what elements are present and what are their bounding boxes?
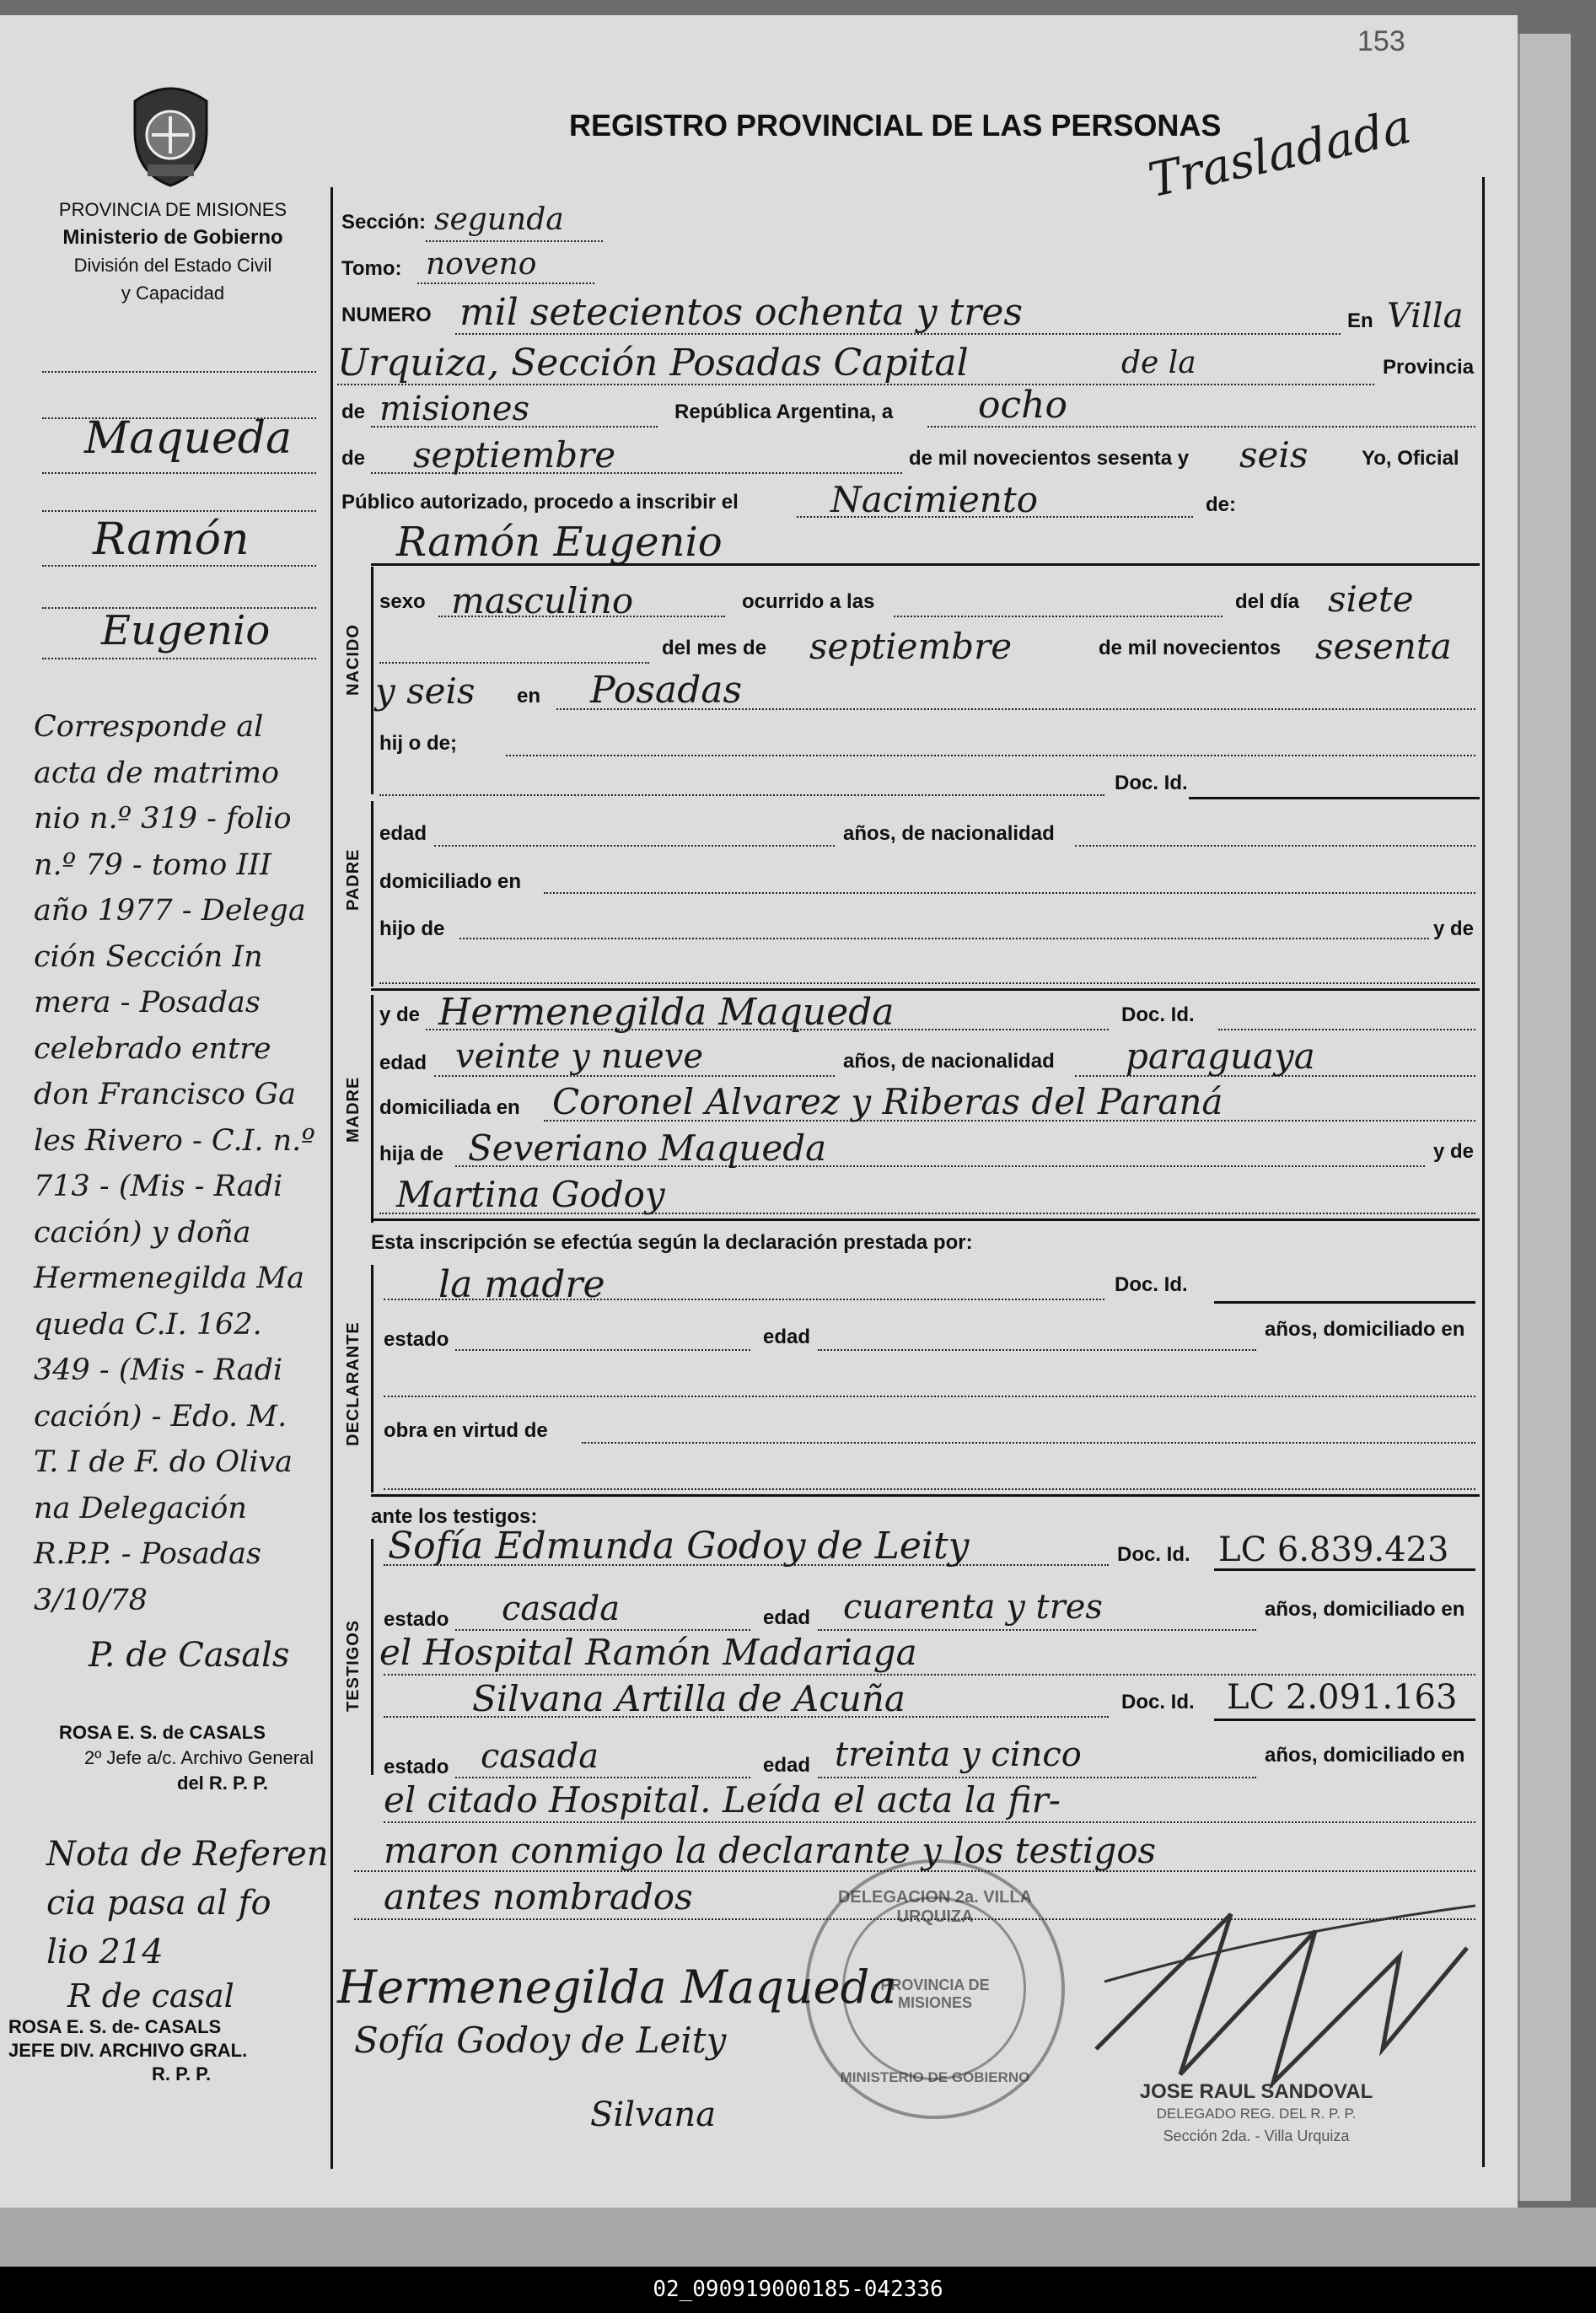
official-signature [1079,1880,1484,2100]
official-stamp-name: JOSE RAUL SANDOVAL [1139,2080,1373,2103]
form-right-border [1482,177,1485,2167]
numero-label: NUMERO [341,304,432,326]
nacido-bracket [371,567,373,794]
madre-doc-line [1218,1029,1475,1030]
nacido-section-label: NACIDO [344,624,363,696]
nacido-doc-label: Doc. Id. [1115,772,1188,794]
testigo1-nombre: Sofía Edmunda Godoy de Leity [388,1525,970,1568]
testigo2-domicilio-line [384,1821,1475,1823]
margin-note-2-line: Nota de Referen [46,1835,329,1874]
provincia-label: Provincia [1383,356,1475,379]
madre-domicilio-value: Coronel Alvarez y Riberas del Paraná [552,1081,1223,1122]
testigo1-estado-value: casada [502,1590,621,1628]
dia-value: ocho [978,384,1067,427]
margin-stamp-1-line: 2º Jefe a/c. Archivo General [84,1747,314,1768]
sexo-line [438,616,725,617]
declarante-estado-label: estado [384,1328,449,1351]
mes-line [371,472,902,474]
padre-section-label: PADRE [344,848,363,911]
testigo1-dom-label: años, domiciliado en [1265,1598,1465,1621]
margin-line [42,658,316,659]
margin-note-line: ción Sección In [34,939,263,974]
testigo1-doc-value: LC 6.839.423 [1218,1530,1449,1569]
madre-domicilio-line [544,1120,1475,1122]
margin-line [42,565,316,567]
sexo-value: masculino [451,580,634,621]
margin-note-line: T. I de F. do Oliva [34,1445,293,1479]
margin-note-line: 3/10/78 [34,1583,148,1617]
margin-note-line: acta de matrimo [34,756,280,790]
margin-note-line: año 1977 - Delega [34,894,306,928]
margin-note-line: cación) y doña [34,1215,251,1250]
padre-edad-label: edad [379,822,427,845]
testigo2-estado-value: casada [481,1737,599,1776]
padre-hijo-label: hijo de [379,917,445,940]
declarante-obra-label: obra en virtud de [384,1419,548,1442]
margin-note-2-line: cia pasa al fo [46,1884,271,1923]
declarante-edad-label: edad [763,1326,811,1348]
madre-bracket [371,995,373,1223]
madre-padre-value: Severiano Maqueda [468,1127,827,1169]
testigos-bracket [371,1539,373,1775]
declarante-bracket [371,1265,373,1493]
margin-stamp-1-line: ROSA E. S. de CASALS [59,1722,266,1743]
testigos-intro: ante los testigos: [371,1505,538,1528]
margin-note-line: don Francisco Ga [34,1078,296,1111]
testigo1-edad-label: edad [763,1606,811,1629]
nacido-anio-value-2: y seis [375,670,476,712]
de-la-text: de la [1121,346,1196,380]
provincia-line [371,426,658,428]
round-seal-bottom: MINISTERIO DE GOBIERNO [840,2069,1030,2085]
testigo1-estado-label: estado [384,1608,449,1631]
padre-y-de: y de [1433,917,1475,940]
margin-note-line: na Delegación [34,1491,247,1525]
letterhead-ministry: Ministerio de Gobierno [62,226,283,249]
declarante-doc-label: Doc. Id. [1115,1273,1188,1296]
declarante-bottom-rule [371,1494,1480,1497]
closing-line-1: maron conmigo la declarante y los testigos [384,1830,1157,1871]
testigo1-edad-line [818,1629,1256,1631]
madre-hija-label: hija de [379,1143,444,1165]
testigo2-edad-line [818,1777,1256,1778]
madre-nac-line [1075,1075,1475,1077]
page-number: 153 [1357,25,1405,57]
oficial-label: Yo, Oficial [1362,447,1459,470]
trasladada-annotation: Trasladada [1143,99,1416,209]
signature-scribble-icon [1079,1880,1484,2100]
margin-name2: Eugenio [101,607,271,654]
seccion-line [426,240,603,242]
official-stamp [1096,2081,1416,2147]
nombre-inscripto: Ramón Eugenio [396,519,723,566]
testigo2-edad-label: edad [763,1754,811,1777]
letterhead-capacity: y Capacidad [121,282,225,304]
testigo2-estado-line [455,1777,750,1778]
margin-note-line: Hermenegilda Ma [34,1261,305,1295]
provincial-emblem [122,80,219,190]
nacido-doc-line [379,794,1104,796]
madre-nombre-line [426,1029,1109,1030]
testigo2-doc-value: LC 2.091.163 [1227,1678,1458,1717]
dia-line [927,426,1475,428]
official-stamp-section: Sección 2da. - Villa Urquiza [1163,2127,1350,2144]
place-line: Urquiza, Sección Posadas Capital [337,342,969,385]
testigo1-edad-value: cuarenta y tres [843,1588,1103,1627]
margin-note-line: queda C.I. 162. [34,1307,262,1342]
testigo2-estado-label: estado [384,1756,449,1778]
publico-label: Público autorizado, procedo a inscribir el [341,491,739,514]
de-colon: de: [1206,493,1236,516]
madre-doc-label: Doc. Id. [1121,1003,1195,1026]
acto-value: Nacimiento [830,479,1039,520]
margin-note [34,704,337,1623]
official-stamp-role: DELEGADO REG. DEL R. P. P. [1156,2106,1357,2122]
file-id-bar: 02_090919000185-042336 [0,2267,1596,2313]
madre-edad-value: veinte y nueve [455,1037,704,1076]
round-seal-inner: PROVINCIA DE MISIONES [880,1977,990,2011]
padre-nac-line [1075,845,1475,847]
round-seal-outer: DELEGACION 2a. VILLA URQUIZA [837,1888,1033,1926]
mes-value: septiembre [413,434,616,476]
testigo1-domicilio: el Hospital Ramón Madariaga [379,1632,917,1673]
margin-stamp-2-line: R. P. P. [152,2063,212,2084]
nacido-lugar-value: Posadas [590,669,743,712]
lugar-line [556,708,1475,710]
margin-note-2-line: lio 214 [46,1933,164,1971]
emblem-icon [122,80,219,190]
margin-note-line: 713 - (Mis - Radi [34,1170,283,1203]
margin-note-line: R.P.P. - Posadas [34,1537,261,1571]
madre-nac-label: años, de nacionalidad [843,1050,1055,1073]
page-title: REGISTRO PROVINCIAL DE LAS PERSONAS [569,108,1222,143]
testigo1-doc-label: Doc. Id. [1117,1543,1190,1566]
testigo2-dom-label: años, domiciliado en [1265,1744,1465,1767]
seccion-value: segunda [434,202,564,237]
testigo1-nombre-line [384,1564,1109,1566]
madre-madre-line [379,1213,1475,1214]
margin-line [42,510,316,512]
nacido-anio-value: sesenta [1315,626,1452,667]
padre-domicilio-line [544,892,1475,894]
testigo2-domicilio: el citado Hospital. Leída el acta la fir- [384,1779,1061,1821]
testigo2-nombre: Silvana Artilla de Acuña [472,1678,905,1719]
declarante-blank-line [384,1488,1475,1490]
madre-edad-label: edad [379,1052,427,1074]
madre-y-de-label: y de [379,1003,421,1026]
page-edge [1518,34,1571,2201]
letterhead-division: División del Estado Civil [73,255,272,276]
testigos-section-label: TESTIGOS [344,1619,363,1712]
letterhead-province: PROVINCIA DE MISIONES [58,199,287,220]
hora-line [894,616,1223,617]
del-dia-label: del día [1235,590,1300,613]
testigo1-estado-line [455,1629,750,1631]
margin-signature-2: R de casal [67,1977,234,2014]
nacido-doc-rule [1189,797,1480,799]
binder-strip [0,2208,1596,2267]
margin-signature-1: P. de Casals [89,1636,290,1675]
nacido-dia-value: siete [1328,578,1414,620]
hijo-line [506,755,1475,756]
witness2-signature: Silvana [590,2095,717,2134]
ocurrido-label: ocurrido a las [742,590,875,613]
padre-edad-line [434,845,835,847]
declarante-obra-line [582,1442,1475,1444]
margin-note-line: les Rivero - C.I. n.º [34,1123,315,1158]
anio-value: seis [1239,434,1309,476]
margin-name1: Ramón [93,514,250,565]
margin-note-line: 349 - (Mis - Radi [34,1353,283,1387]
madre-edad-line [434,1075,835,1077]
margin-note-line: n.º 79 - tomo III [34,847,271,882]
margin-note-line: Corresponde al [34,710,264,744]
padre-bracket [371,801,373,987]
madre-bottom-rule [371,1218,1480,1221]
declarante-doc-rule [1214,1301,1475,1304]
margin-stamp-1 [59,1720,314,1796]
margin-stamp-2-line: JEFE DIV. ARCHIVO GRAL. [8,2040,248,2061]
testigo2-doc-label: Doc. Id. [1121,1691,1195,1713]
madre-section-label: MADRE [344,1076,363,1143]
nacido-en-label: en [517,685,541,707]
margin-surname: Maqueda [84,413,293,464]
testigo1-doc-rule [1214,1568,1475,1571]
seccion-label: Sección: [341,211,427,234]
en-value: Villa [1387,297,1464,336]
tomo-value: noveno [426,247,537,282]
madre-y-de-2: y de [1433,1140,1475,1163]
provincia-value: misiones [379,390,530,428]
testigo2-edad-value: treinta y cinco [835,1735,1082,1774]
del-mes-label: del mes de [662,637,767,659]
anio-label: de mil novecientos sesenta y [909,447,1190,470]
madre-domicilio-label: domiciliada en [379,1096,520,1119]
declarante-estado-line [455,1349,750,1351]
padre-domicilio-label: domiciliado en [379,870,522,893]
mother-signature: Hermenegilda Maqueda [337,1961,897,2014]
padre-nac-label: años, de nacionalidad [843,822,1055,845]
madre-madre-value: Martina Godoy [396,1174,665,1215]
madre-nac-value: paraguaya [1126,1035,1315,1077]
margin-note-2 [46,1830,329,1977]
margin-note-line: nio n.º 319 - folio [34,802,292,836]
padre-hijo-line [459,938,1429,939]
witness1-signature: Sofía Godoy de Leity [354,2020,727,2061]
declarante-domicilio-line [384,1396,1475,1397]
tomo-line [417,282,594,284]
nacido-mes-value: septiembre [809,626,1013,667]
madre-nombre-value: Hermenegilda Maqueda [438,991,895,1034]
margin-line [42,472,316,474]
acto-line [797,516,1193,518]
margin-note-line: mera - Posadas [34,986,261,1019]
en-label: En [1347,309,1373,332]
testigo1-domicilio-line [384,1674,1475,1676]
declarante-nombre-line [384,1299,1104,1300]
place-line-rule [337,384,1374,385]
nacido-blank-line [379,662,649,664]
de-label-2: de [341,447,366,470]
sexo-label: sexo [379,590,426,613]
numero-line [455,333,1341,335]
numero-value: mil setecientos ochenta y tres [459,291,1023,334]
nombre-rule [371,563,1480,566]
declarante-edad-line [818,1349,1256,1351]
closing-line-2: antes nombrados [384,1876,693,1918]
declarante-nombre-value: la madre [438,1263,605,1306]
margin-stamp-1-line: del R. P. P. [177,1772,269,1794]
declarante-intro: Esta inscripción se efectúa según la declaración prestada por: [371,1231,973,1254]
testigo2-nombre-line [384,1716,1109,1718]
padre-blank-line [379,982,1475,984]
margin-stamp-2-line: ROSA E. S. de- CASALS [8,2016,222,2037]
mil-label: de mil novecientos [1099,637,1282,659]
tomo-label: Tomo: [341,257,402,280]
declarante-domicilio-label: años, domiciliado en [1265,1318,1465,1341]
republica-label: República Argentina, a [674,401,894,423]
margin-note-line: cación) - Edo. M. [34,1399,287,1434]
testigo2-doc-rule [1214,1719,1475,1721]
madre-hija-line [455,1165,1425,1167]
margin-stamp-2 [8,2015,247,2086]
margin-note-line: celebrado entre [34,1031,271,1066]
hijo-label: hij o de; [379,732,457,755]
margin-line [42,371,316,373]
declarante-section-label: DECLARANTE [344,1321,363,1446]
de-label: de [341,401,366,423]
